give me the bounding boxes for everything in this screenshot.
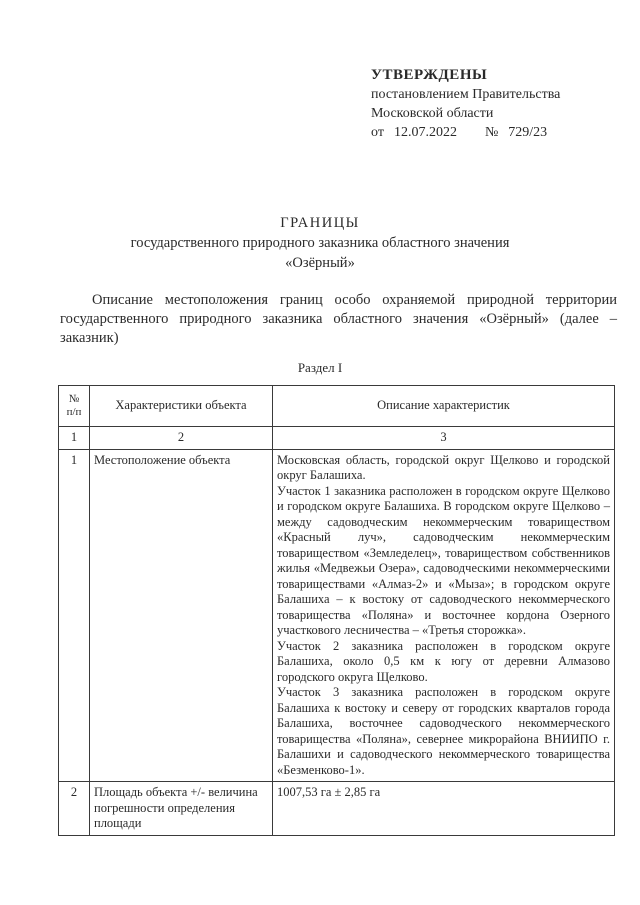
description-paragraph: Участок 3 заказника расположен в городском округе Балашиха к востоку и северу от городских кварталов города Балашиха, восточнее садоводческого некоммерческого товарищества «Поляна», севернее микрорайона ВНИИПО г. Балашихи и садоводческого некоммерческого товарищества «Безменково-1». — [277, 685, 610, 777]
approval-number: 729/23 — [508, 125, 548, 140]
header-description: Описание характеристик — [273, 386, 615, 427]
row-characteristic: Местоположение объекта — [90, 449, 273, 782]
approval-line-2: Московской области — [371, 106, 494, 121]
row-description — [273, 782, 615, 836]
title-line-2: государственного природного заказника областного значения — [130, 235, 510, 251]
description-paragraph: Участок 2 заказника расположен в городском округе Балашиха, около 0,5 км к югу от деревни Алмазово городского округа Щелково. — [277, 638, 610, 684]
section-heading: Раздел I — [297, 360, 343, 375]
approval-date-line — [371, 123, 560, 142]
approval-block — [371, 66, 560, 142]
page-bottom-edge — [0, 895, 640, 905]
table-row — [59, 782, 615, 836]
column-number-3: 3 — [273, 427, 615, 450]
description-paragraph: Московская область, городской округ Щелково и городской округ Балашиха. — [277, 452, 610, 482]
column-number-2: 2 — [90, 427, 273, 450]
row-description — [273, 449, 615, 782]
description-paragraph: Участок 1 заказника расположен в городском округе Щелково и городском округе Балашиха. В городском округе Щелково – между садоводческим некоммерческим товариществом «Красный луч», садоводческим некоммерческим товариществом «Земледелец», товариществом собственников жилья «Медвежьи Озера», садоводческими некоммерческими товариществами «Алмаз-2» и «Мыза»; в городском округе Балашиха – к востоку от садоводческого некоммерческого товарищества «Поляна» и восточнее кордона Озерного участкового лесничества – «Третья сторожка». — [277, 483, 610, 637]
characteristics-table — [58, 385, 615, 836]
header-number: № п/п — [59, 386, 90, 427]
number-prefix: № — [484, 125, 499, 140]
column-number-1: 1 — [59, 427, 90, 450]
row-number: 2 — [59, 782, 90, 836]
approval-heading: УТВЕРЖДЕНЫ — [371, 67, 488, 83]
description-paragraph: 1007,53 га ± 2,85 га — [277, 785, 381, 799]
table-row — [59, 449, 615, 782]
column-number-row — [59, 427, 615, 450]
intro-paragraph: Описание местоположения границ особо охраняемой природной территории государственного природного заказника областного значения «Озёрный» (далее – заказник) — [60, 292, 617, 346]
date-prefix: от — [371, 125, 384, 140]
table-header-row — [59, 386, 615, 427]
title-line-1: ГРАНИЦЫ — [280, 215, 360, 231]
row-number: 1 — [59, 449, 90, 782]
title-line-3: «Озёрный» — [285, 255, 355, 271]
approval-line-1: постановлением Правительства — [371, 87, 561, 102]
header-characteristics: Характеристики объекта — [90, 386, 273, 427]
approval-date: 12.07.2022 — [393, 125, 457, 140]
document-title — [0, 213, 640, 273]
row-characteristic: Площадь объекта +/- величина погрешности определения площади — [90, 782, 273, 836]
